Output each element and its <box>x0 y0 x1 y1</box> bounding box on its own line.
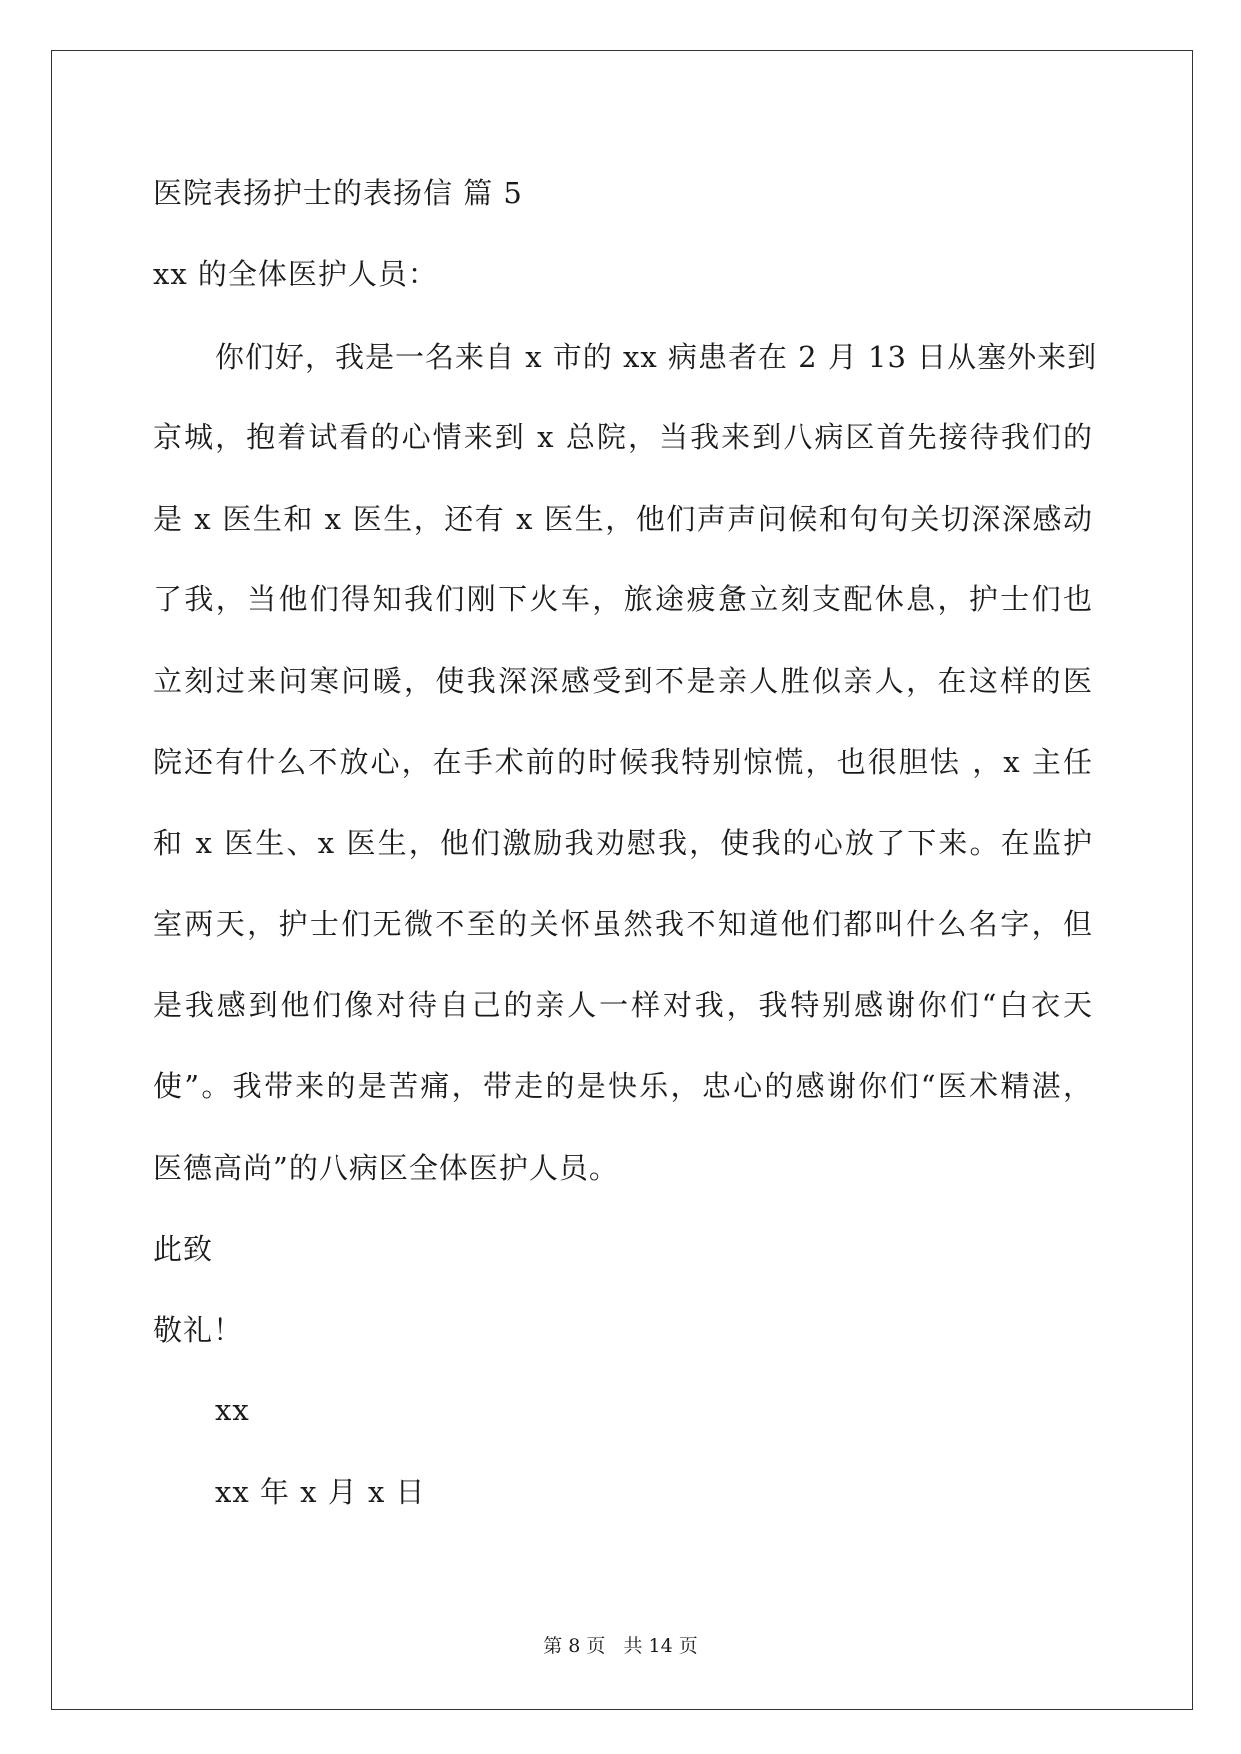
salutation: xx 的全体医护人员： <box>153 257 438 291</box>
closing: 此致 <box>153 1232 214 1266</box>
body-line-11: 医德高尚”的八病区全体医护人员。 <box>153 1151 619 1185</box>
body-line-1: 你们好，我是一名来自 x 市的 xx 病患者在 2 月 13 日从塞外来到 <box>215 340 1098 374</box>
body-line-9: 是我感到他们像对待自己的亲人一样对我，我特别感谢你们“白衣天 <box>153 988 1093 1022</box>
body-line-6: 院还有什么不放心，在手术前的时候我特别惊慌，也很胆怯 ，x 主任 <box>153 745 1093 779</box>
body-line-3: 是 x 医生和 x 医生，还有 x 医生，他们声声问候和句句关切深深感动 <box>153 502 1093 536</box>
page-number: 第 8 页 <box>543 1635 606 1657</box>
signature: xx <box>215 1393 250 1427</box>
date: xx 年 x 月 x 日 <box>215 1475 426 1509</box>
page-footer <box>0 1634 1241 1658</box>
body-line-8: 室两天，护士们无微不至的关怀虽然我不知道他们都叫什么名字，但 <box>153 907 1093 941</box>
regards: 敬礼！ <box>153 1313 244 1347</box>
body-line-2: 京城，抱着试看的心情来到 x 总院，当我来到八病区首先接待我们的 <box>153 420 1093 454</box>
body-line-5: 立刻过来问寒问暖，使我深深感受到不是亲人胜似亲人，在这样的医 <box>153 664 1093 698</box>
body-line-10: 使”。我带来的是苦痛，带走的是快乐，忠心的感谢你们“医术精湛， <box>153 1069 1093 1103</box>
document-title: 医院表扬护士的表扬信 篇 5 <box>153 176 523 210</box>
body-line-7: 和 x 医生、x 医生，他们激励我劝慰我，使我的心放了下来。在监护 <box>153 826 1093 860</box>
page-total: 共 14 页 <box>623 1635 698 1657</box>
body-line-4: 了我，当他们得知我们刚下火车，旅途疲惫立刻支配休息，护士们也 <box>153 582 1093 616</box>
page-border <box>51 50 1193 1710</box>
